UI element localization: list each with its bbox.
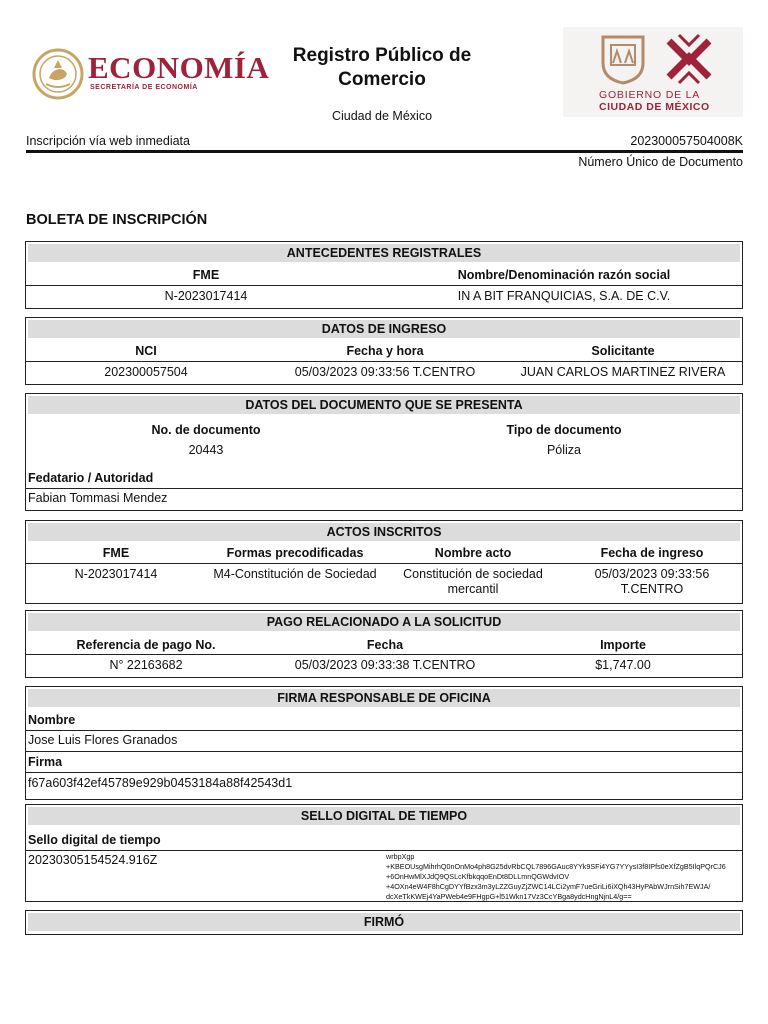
- fedatario-label: Fedatario / Autoridad: [28, 471, 154, 485]
- section-title: SELLO DIGITAL DE TIEMPO: [28, 807, 740, 825]
- row-divider: [26, 850, 742, 851]
- nombre-acto-line2: mercantil: [447, 582, 499, 596]
- col-no-documento: No. de documento: [151, 423, 261, 437]
- row-divider: [26, 361, 742, 362]
- title-line1: Registro Público de: [292, 45, 472, 66]
- cell-referencia: N° 22163682: [109, 658, 183, 672]
- col-fme: FME: [192, 268, 220, 282]
- sello-hash-line: dcXeTkKWEj4YaPWeb4e9FHgpG+l51Wkn17Vz3CcYBga8ydcHngNjnL4/g==: [386, 892, 632, 901]
- header-divider: [26, 150, 743, 153]
- economia-subtitle: SECRETARÍA DE ECONOMÍA: [90, 84, 198, 91]
- cdmx-logo: [563, 27, 743, 117]
- col-formas: Formas precodificadas: [226, 546, 364, 560]
- col-fecha-ingreso: Fecha de ingreso: [600, 546, 704, 560]
- cell-nombre-acto: [384, 567, 562, 597]
- fecha-ingreso-line2: T.CENTRO: [620, 582, 684, 596]
- col-importe: Importe: [600, 638, 646, 652]
- fecha-ingreso-line1: 05/03/2023 09:33:56: [594, 567, 710, 581]
- cell-tipo-documento: Póliza: [546, 443, 582, 457]
- section-ingreso: [25, 317, 743, 385]
- row-divider: [26, 563, 742, 564]
- nombre-acto-line1: Constitución de sociedad: [403, 567, 543, 581]
- section-title: ACTOS INSCRITOS: [28, 523, 740, 541]
- col-fecha: Fecha y hora: [346, 344, 424, 358]
- section-title: FIRMA RESPONSABLE DE OFICINA: [28, 689, 740, 707]
- row-divider: [26, 285, 742, 286]
- sello-hash-line: wrbpXgp: [386, 852, 415, 861]
- document-number-label: Número Único de Documento: [578, 155, 743, 169]
- row-divider: [26, 488, 742, 489]
- col-fme: FME: [102, 546, 130, 560]
- sello-label: Sello digital de tiempo: [28, 833, 161, 847]
- cell-fecha: 05/03/2023 09:33:38 T.CENTRO: [294, 658, 476, 672]
- cdmx-shield-icon: [599, 33, 647, 85]
- section-sello: [25, 804, 743, 902]
- sello-hash-line: +4OXn4eW4F8hCgDYYfBzx3m3yLZZGuyZjZWC14LCi2ymF7ueGriLi6iXQh43HyPAbWJrnSih7EWJA/: [386, 882, 711, 891]
- fedatario-value: Fabian Tommasi Mendez: [28, 491, 168, 505]
- nombre-value: Jose Luis Flores Granados: [28, 733, 178, 747]
- cell-fecha: 05/03/2023 09:33:56 T.CENTRO: [294, 365, 476, 379]
- city-label: Ciudad de México: [331, 109, 433, 123]
- row-divider: [26, 751, 742, 752]
- col-nci: NCI: [135, 344, 157, 358]
- col-nombre-acto: Nombre acto: [434, 546, 512, 560]
- registry-title: [262, 44, 502, 123]
- row-divider: [26, 730, 742, 731]
- sello-hash-line: +KBEOUsgMihrhQ0nOnMo4ph8G25dvRbCQL7896GAuc8YYk9SFi4YG7YYysI3f8IPfs0eXfZgB5IlqPQrCJ6: [386, 862, 726, 871]
- cell-nombre: IN A BIT FRANQUICIAS, S.A. DE C.V.: [457, 289, 671, 303]
- cell-formas: M4-Constitución de Sociedad: [213, 567, 377, 581]
- section-title: DATOS DE INGRESO: [28, 320, 740, 338]
- col-tipo-documento: Tipo de documento: [506, 423, 622, 437]
- nombre-label: Nombre: [28, 713, 76, 727]
- boleta-title: BOLETA DE INSCRIPCIÓN: [26, 212, 208, 228]
- section-documento: [25, 393, 743, 511]
- inscription-type: Inscripción vía web inmediata: [26, 134, 190, 148]
- title-line2: Comercio: [338, 69, 426, 90]
- cell-solicitante: JUAN CARLOS MARTINEZ RIVERA: [520, 365, 726, 379]
- sello-hash-block: [386, 852, 742, 902]
- section-title: ANTECEDENTES REGISTRALES: [28, 244, 740, 262]
- firma-hash: f67a603f42ef45789e929b0453184a88f42543d1: [28, 776, 293, 790]
- section-antecedentes: [25, 241, 743, 309]
- firma-label: Firma: [28, 755, 63, 769]
- section-actos: [25, 520, 743, 604]
- section-firma: [25, 686, 743, 800]
- sello-hash-line: +6OnHwMlXJdQ9QSLcKfbkqqoEnDt8DLLmnQGWdvIOV: [386, 872, 570, 881]
- col-referencia: Referencia de pago No.: [76, 638, 216, 652]
- cell-fme: N-2023017414: [164, 289, 248, 303]
- cdmx-text-line1: GOBIERNO DE LA: [599, 89, 701, 101]
- section-firmo: [25, 910, 743, 935]
- section-title: PAGO RELACIONADO A LA SOLICITUD: [28, 613, 740, 631]
- col-solicitante: Solicitante: [591, 344, 655, 358]
- cell-importe: $1,747.00: [595, 658, 651, 672]
- cell-nci: 202300057504: [104, 365, 188, 379]
- section-pago: [25, 610, 743, 678]
- meta-row: [26, 134, 743, 150]
- mexico-seal-icon: [32, 48, 84, 100]
- cell-fme: N-2023017414: [74, 567, 158, 581]
- row-divider: [26, 772, 742, 773]
- economia-logo: [30, 48, 270, 102]
- document-number: 202300057504008K: [630, 134, 743, 148]
- cell-no-documento: 20443: [188, 443, 224, 457]
- cdmx-mark-icon: [659, 31, 719, 87]
- cdmx-text-line2: CIUDAD DE MÉXICO: [599, 101, 710, 113]
- row-divider: [26, 654, 742, 655]
- section-title: FIRMÓ: [28, 913, 740, 931]
- sello-value: 20230305154524.916Z: [28, 853, 158, 867]
- section-title: DATOS DEL DOCUMENTO QUE SE PRESENTA: [28, 396, 740, 414]
- cell-fecha-ingreso: [562, 567, 742, 597]
- col-nombre: Nombre/Denominación razón social: [457, 268, 671, 282]
- economia-wordmark: ECONOMÍA: [88, 50, 270, 85]
- col-fecha: Fecha: [366, 638, 404, 652]
